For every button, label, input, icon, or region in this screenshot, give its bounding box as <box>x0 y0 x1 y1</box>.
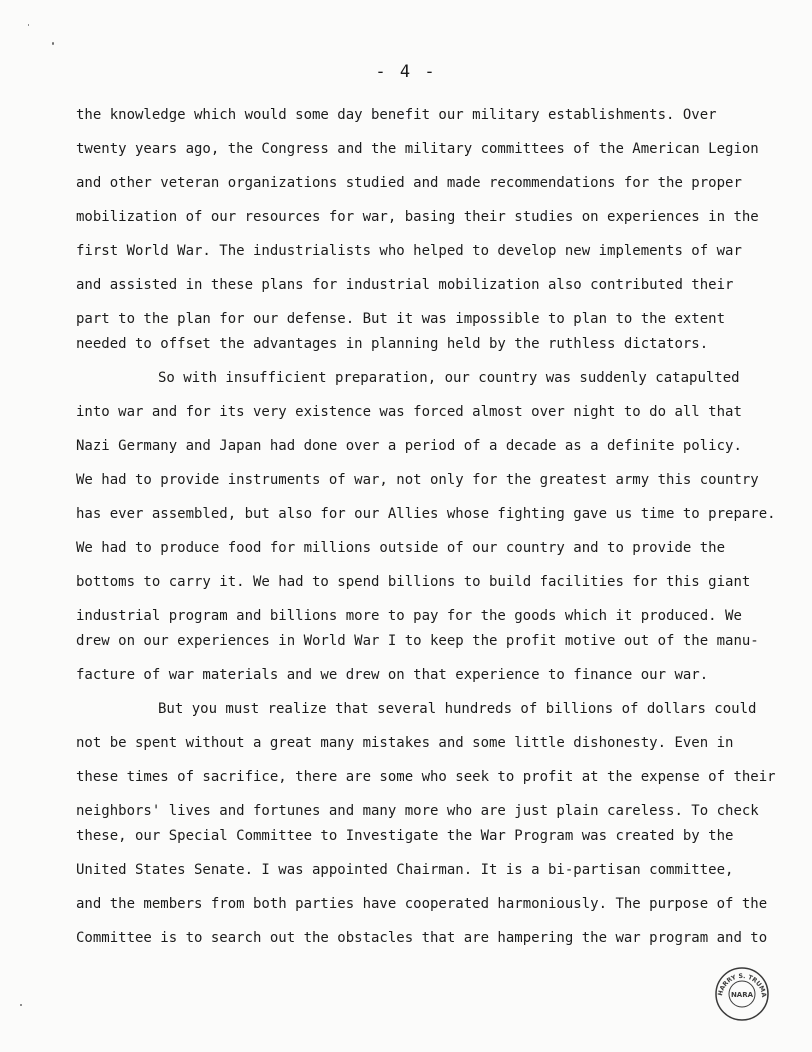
body-line: mobilization of our resources for war, basing their studies on experiences in the <box>76 209 759 225</box>
scan-speck <box>28 24 29 26</box>
scan-speck <box>20 1004 22 1006</box>
body-line: facture of war materials and we drew on that experience to finance our war. <box>76 667 709 683</box>
body-line: first World War. The industrialists who helped to develop new implements of war <box>76 243 742 259</box>
body-line: has ever assembled, but also for our Allies whose fighting gave us time to prepare. <box>76 506 776 522</box>
body-line: these times of sacrifice, there are some who seek to profit at the expense of their <box>76 769 776 785</box>
body-line: United States Senate. I was appointed Chairman. It is a bi-partisan committee, <box>76 862 734 878</box>
body-line: these, our Special Committee to Investigate the War Program was created by the <box>76 828 734 844</box>
body-line: and other veteran organizations studied and made recommendations for the proper <box>76 175 742 191</box>
body-line: industrial program and billions more to pay for the goods which it produced. We <box>76 608 742 624</box>
body-line: the knowledge which would some day benefit our military establishments. Over <box>76 107 717 123</box>
body-line: part to the plan for our defense. But it was impossible to plan to the extent <box>76 311 726 327</box>
library-stamp-seal <box>714 966 770 1022</box>
body-line: drew on our experiences in World War I to keep the profit motive out of the manu- <box>76 633 759 649</box>
body-line: twenty years ago, the Congress and the military committees of the American Legion <box>76 141 759 157</box>
body-line: needed to offset the advantages in planning held by the ruthless dictators. <box>76 336 709 352</box>
body-line: and the members from both parties have cooperated harmoniously. The purpose of the <box>76 896 768 912</box>
page-number: - 4 - <box>375 62 437 82</box>
svg-text:HARRY S. TRUMAN LIBRARY: HARRY S. TRUMA <box>717 972 768 998</box>
body-line: into war and for its very existence was forced almost over night to do all that <box>76 404 742 420</box>
body-line: We had to produce food for millions outside of our country and to provide the <box>76 540 726 556</box>
paragraph-first-line: So with insufficient preparation, our country was suddenly catapulted <box>158 370 740 386</box>
body-line: We had to provide instruments of war, not only for the greatest army this country <box>76 472 759 488</box>
body-line: Committee is to search out the obstacles that are hampering the war program and to <box>76 930 768 946</box>
paragraph-first-line: But you must realize that several hundreds of billions of dollars could <box>158 701 757 717</box>
body-line: and assisted in these plans for industrial mobilization also contributed their <box>76 277 734 293</box>
svg-text:NARA: NARA <box>730 991 754 999</box>
body-line: not be spent without a great many mistakes and some little dishonesty. Even in <box>76 735 734 751</box>
library-stamp <box>714 966 770 1022</box>
body-line: neighbors' lives and fortunes and many more who are just plain careless. To check <box>76 803 759 819</box>
body-line: bottoms to carry it. We had to spend billions to build facilities for this giant <box>76 574 751 590</box>
scan-speck <box>52 42 54 45</box>
body-line: Nazi Germany and Japan had done over a period of a decade as a definite policy. <box>76 438 742 454</box>
